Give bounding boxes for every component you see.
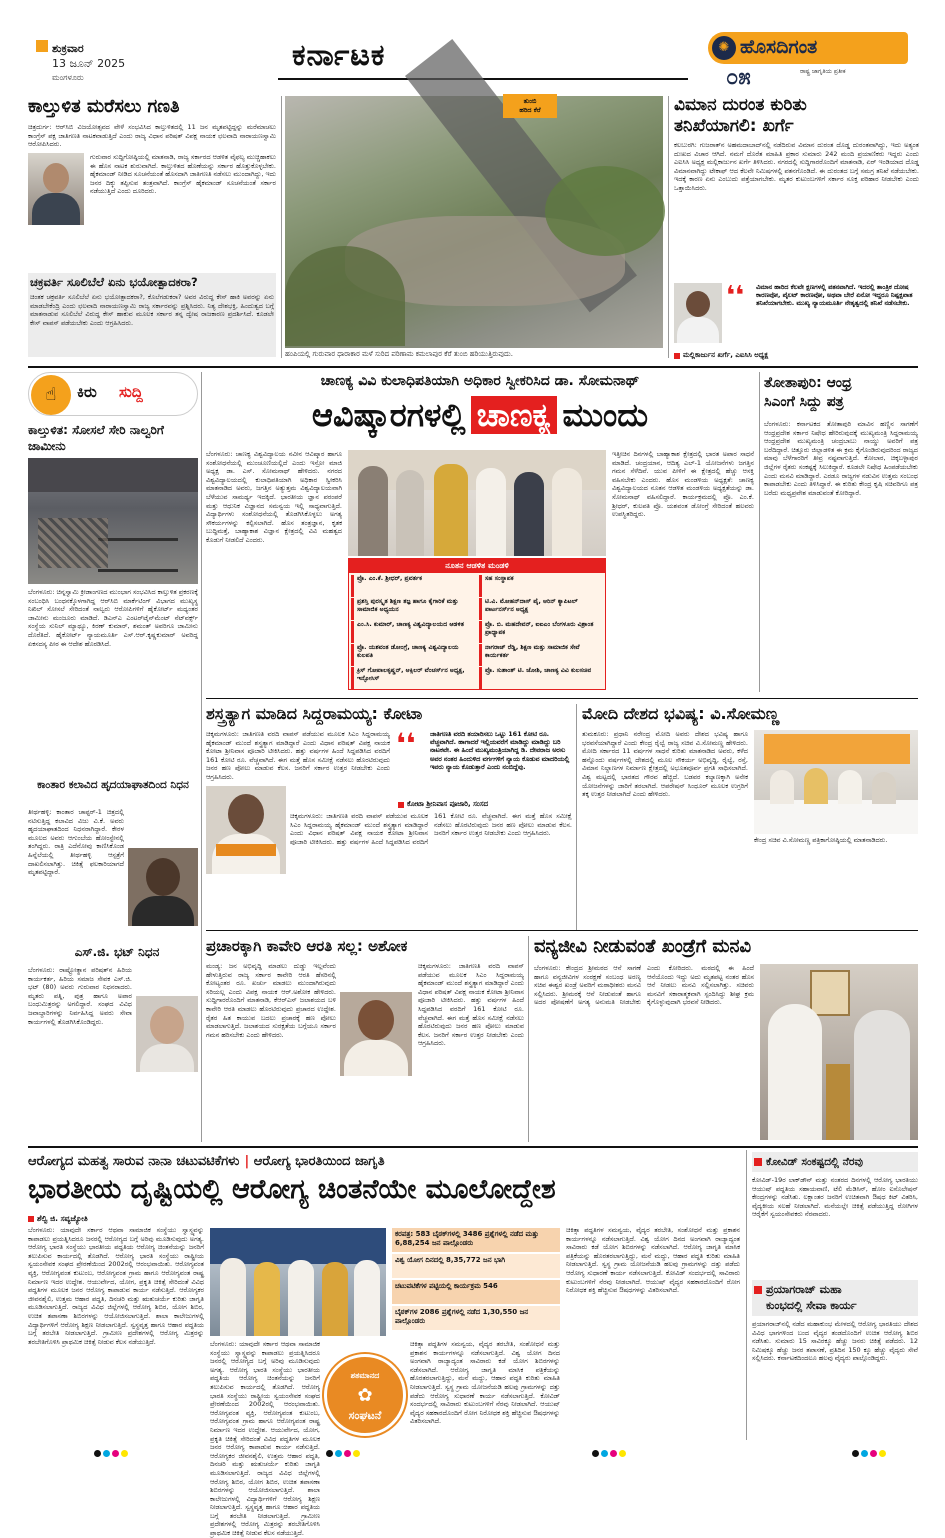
brief-headline: ಕಾಂತಾರ ಕಲಾವಿದ ಹೃದಯಾಘಾತದಿಂದ ನಿಧನ	[37, 779, 189, 791]
column-rule	[528, 936, 529, 1142]
photo-tag-line1: ತುಂಬಿ	[523, 97, 537, 105]
story-body-lead: ಚಿಕ್ಕಮಗಳೂರು: ಜಾತಿಗಣತಿ ವರದಿ ವಾಪಸ್ ಪಡೆಯುವ ಮೂಲಕ ಸಿಎಂ ಸಿದ್ದರಾಮಯ್ಯ ಹೈಕಮಾಂಡ್ ಮುಂದೆ ಶಸ್ತ್ರತ್ಯಾಗ ಮಾಡಿದ್ದಾರೆ ಎಂದು ವಿಧಾನ ಪರಿಷತ್ ವಿಪಕ್ಷ ನಾಯಕ ಕೋಟಾ ಶ್ರೀನಿವಾಸ ಪೂಜಾರಿ ಟೀಕಿಸಿದರು. ಹತ್ತು ವರ್ಷಗಳ ಹಿಂದೆ ಸಿದ್ದಪಡಿಸಿದ ವರದಿಗೆ 161 ಕೋಟಿ ರೂ. ವೆಚ್ಚವಾಗಿದೆ. ಈಗ ಮತ್ತೆ ಹೊಸ ಸಮೀಕ್ಷೆ ನಡೆಸಲು ಹೊರಟಿರುವುದು ಜನರ ಹಣ ಪೋಲು ಮಾಡುವ ಕೆಲಸ. ಜನರಿಗೆ ಸರ್ಕಾರ ಉತ್ತರ ನೀಡಬೇಕು ಎಂದು ಆಗ್ರಹಿಸಿದರು.	[206, 730, 390, 781]
subheadline: ಚಕ್ರವರ್ತಿ ಸೂಲಿಬೆಲೆ ಏನು ಭಯೋತ್ಪಾದಕರಾ?	[30, 275, 198, 289]
person	[254, 1262, 280, 1336]
story-modi-bhavishya	[582, 704, 918, 930]
board-row	[351, 598, 603, 620]
byline: ಶೆಲ್ವಿ ಜಿ. ಸವ್ಯಜ್ಯೋತಿ	[37, 1214, 88, 1223]
headline-line2: ಸಿಎಂಗೆ ಸಿದ್ದು ಪತ್ರ	[764, 394, 844, 410]
stat-item: ವಿಶ್ವ ಯೋಗ ದಿನದಲ್ಲಿ 8,35,772 ಜನ ಭಾಗಿ	[392, 1254, 560, 1278]
brass-lamp	[826, 1064, 850, 1140]
table	[754, 800, 918, 834]
reg-dot-cyan	[861, 1450, 868, 1457]
wall-portrait	[810, 970, 850, 1016]
stat-item: ಬೈಠಕ್‌ಗಳ 2086 ಪ್ರಶ್ನೆಗಳಲ್ಲಿ ನಡೆದ 1,30,550 ಜನ ಪಾಲ್ಗೊಂಡರು	[392, 1306, 560, 1330]
story-body: ಬೆಂಗಳೂರು: ಯಾವುದೇ ಸರ್ಕಾರ ಆಥವಾ ಸಾಮಾಜಿಕ ಸಂಸ್ಥೆಯು ಸ್ವಾಸ್ಥ್ಯವನ್ನು ಕಾಪಾಡಲು ಪ್ರಯತ್ನಿಸಿದರೂ ಜನರಲ್ಲಿ ಆರೋಗ್ಯದ ಬಗ್ಗೆ ಅರಿವು ಮೂಡಿಸುವುದು ಅಗತ್ಯ. ಆರೋಗ್ಯ ಭಾರತಿ ಸಂಸ್ಥೆಯು ಭಾರತೀಯ ಪದ್ಧತಿಯ ಆರೋಗ್ಯ ಚಿಂತನೆಯನ್ನು ಜನರಿಗೆ ತಲುಪಿಸುವ ಕಾರ್ಯದಲ್ಲಿ ತೊಡಗಿದೆ. ಆರೋಗ್ಯ ಭಾರತಿ ಸಂಸ್ಥೆಯು ರಾಷ್ಟ್ರೀಯ ಸ್ವಯಂಸೇವಕ ಸಂಘದ ಪ್ರೇರಣೆಯಿಂದ 2002ರಲ್ಲಿ ಆರಂಭವಾಯಿತು. ಆರೋಗ್ಯವಂತ ವ್ಯಕ್ತಿ, ಆರೋಗ್ಯವಂತ ಕುಟುಂಬ, ಆರೋಗ್ಯವಂತ ಗ್ರಾಮ ಹಾಗೂ ಆರೋಗ್ಯವಂತ ರಾಷ್ಟ್ರ ನಿರ್ಮಾಣ ಇದರ ಉದ್ದೇಶ. ಆಯುರ್ವೇದ, ಯೋಗ, ಪ್ರಕೃತಿ ಚಿಕಿತ್ಸೆ ಸೇರಿದಂತೆ ವಿವಿಧ ಪದ್ಧತಿಗಳ ಮೂಲಕ ಜನರ ಆರೋಗ್ಯ ಕಾಪಾಡುವ ಕಾರ್ಯ ನಡೆಸುತ್ತಿದೆ. ಆರೋಗ್ಯಕರ ಜೀವನಶೈಲಿ, ಉತ್ತಮ ಆಹಾರ ಪದ್ಧತಿ, ದಿನಚರಿ ಮತ್ತು ಋತುಚರ್ಯೆ ಕುರಿತು ಜಾಗೃತಿ ಮೂಡಿಸಲಾಗುತ್ತಿದೆ. ರಾಜ್ಯದ ವಿವಿಧ ಜಿಲ್ಲೆಗಳಲ್ಲಿ ಆರೋಗ್ಯ ಶಿಬಿರ, ಯೋಗ ಶಿಬಿರ, ಉಚಿತ ತಪಾಸಣಾ ಶಿಬಿರಗಳನ್ನು ಆಯೋಜಿಸಲಾಗುತ್ತಿದೆ. ಶಾಲಾ ಕಾಲೇಜುಗಳಲ್ಲಿ ವಿದ್ಯಾರ್ಥಿಗಳಿಗೆ ಆರೋಗ್ಯ ಶಿಕ್ಷಣ ನೀಡಲಾಗುತ್ತಿದೆ. ಸ್ವಸ್ಥವೃತ್ತ ಹಾಗೂ ಆಹಾರ ಪದ್ಧತಿಯ ಬಗ್ಗೆ ತರಬೇತಿ ನೀಡಲಾಗುತ್ತಿದೆ. ಗ್ರಾಮೀಣ ಪ್ರದೇಶಗಳಲ್ಲಿ ಆರೋಗ್ಯ ಮಿತ್ರರನ್ನು ತರಬೇತಿಗೊಳಿಸಿ ಪ್ರಾಥಮಿಕ ಚಿಕಿತ್ಸೆ ನೀಡುವ ಕೆಲಸ ನಡೆಯುತ್ತಿದೆ.	[28, 1226, 204, 1346]
board-member-left: ಪ್ರೊ. ಯಶವಂತ ಡೋಂಗ್ರೆ, ಚಾಣಕ್ಯ ವಿಶ್ವವಿದ್ಯಾಲಯ ಕುಲಪತಿ	[351, 644, 475, 666]
registration-marks-mid	[592, 1442, 628, 1461]
portrait-head	[150, 1006, 184, 1044]
portrait-shoulders	[132, 896, 194, 926]
quote-mark-icon: ❛❛	[726, 281, 745, 311]
person	[768, 1004, 822, 1140]
main-headline: ಭಾರತೀಯ ದೃಷ್ಟಿಯಲ್ಲಿ ಆರೋಗ್ಯ ಚಿಂತನೆಯೇ ಮೂಲೋದ್ದೇಶ	[28, 1174, 556, 1205]
sg-bhat-portrait	[136, 996, 198, 1072]
story-body: ಕೋವಿಡ್-19ರ ಲಾಕ್‌ಡೌನ್ ಮತ್ತು ನಂತರದ ದಿನಗಳಲ್ಲಿ ಆರೋಗ್ಯ ಭಾರತಿಯು ಆಯುಷ್ ಪದ್ಧತಿಯ ಸಹಾಯವಾಣಿ, ಟೆಲಿ ಮೆಡಿಸಿನ್, ಹೋಂ ಐಸೊಲೇಷನ್ ಕೇಂದ್ರಗಳನ್ನು ನಡೆಸಿತು. ಲಕ್ಷಾಂತರ ಜನರಿಗೆ ಉಚಿತವಾಗಿ ಔಷಧ ಕಿಟ್ ವಿತರಿಸಿ, ವೈದ್ಯಕೀಯ ಸಲಹೆ ನೀಡಲಾಗಿದೆ. ಮನೆಯಲ್ಲೇ ಚಿಕಿತ್ಸೆ ಪಡೆಯುತ್ತಿದ್ದ ರೋಗಿಗಳ ಆರೈಕೆಗೆ ಸ್ವಯಂಸೇವಕರು ನೆರವಾದರು.	[752, 1176, 918, 1219]
headline-part: ಮುಂದು	[562, 396, 649, 434]
board-list	[351, 575, 603, 689]
person	[396, 470, 424, 556]
stat-item: ಚಟುವಟಿಕೆಗಳ ಪಟ್ಟಿಯಲ್ಲಿ ಕಾರ್ಯಕ್ರಮ 546	[392, 1280, 560, 1304]
reg-dot-black	[852, 1450, 859, 1457]
portrait-head	[228, 794, 264, 834]
reg-dot-yellow	[879, 1450, 886, 1457]
felicitation-photo	[210, 1228, 386, 1336]
portrait-head	[146, 858, 180, 896]
column-rule	[759, 372, 760, 692]
page-section-title: ಕರ್ನಾಟಕ	[292, 38, 386, 73]
person	[358, 466, 388, 556]
headline-marker	[754, 1286, 762, 1294]
story-shastra-tyaga	[206, 704, 572, 930]
story-body: ತುಮಕೂರು: ಪ್ರಧಾನಿ ನರೇಂದ್ರ ಮೋದಿ ಅವರು ದೇಶದ ಭವಿಷ್ಯ ಹಾಗೂ ಭರವಸೆಯಾಗಿದ್ದಾರೆ ಎಂದು ಕೇಂದ್ರ ರೈಲ್ವೆ ರಾಜ್ಯ ಸಚಿವ ವಿ.ಸೋಮಣ್ಣ ಹೇಳಿದರು. ಮೋದಿ ಸರ್ಕಾರದ 11 ವರ್ಷಗಳ ಸಾಧನೆ ಕುರಿತು ಮಾತನಾಡಿದ ಅವರು, ಕಳೆದ ಹನ್ನೊಂದು ವರ್ಷಗಳಲ್ಲಿ ದೇಶದಲ್ಲಿ ಮೂಲ ಸೌಕರ್ಯ ಅಭಿವೃದ್ಧಿ, ರೈಲ್ವೆ, ರಸ್ತೆ, ವಿಮಾನ ನಿಲ್ದಾಣಗಳ ನಿರ್ಮಾಣ ಕ್ಷೇತ್ರದಲ್ಲಿ ಅಭೂತಪೂರ್ವ ಪ್ರಗತಿ ಸಾಧಿಸಲಾಗಿದೆ. ವಿಶ್ವ ಮಟ್ಟದಲ್ಲಿ ಭಾರತದ ಗೌರವ ಹೆಚ್ಚಿದೆ. ಬಡವರ ಕಲ್ಯಾಣಕ್ಕಾಗಿ ಅನೇಕ ಯೋಜನೆಗಳನ್ನು ಜಾರಿಗೆ ತರಲಾಗಿದೆ. ಆಪರೇಷನ್ ಸಿಂಧೂರ್ ಮೂಲಕ ಉಗ್ರರಿಗೆ ತಕ್ಕ ಉತ್ತರ ನೀಡಲಾಗಿದೆ ಎಂದು ಹೇಳಿದರು.	[582, 730, 748, 799]
person	[804, 768, 828, 804]
portrait-shoulders	[344, 1040, 408, 1076]
person	[838, 770, 862, 804]
photo-tag-line2: ಹರಿದ ಕೆರೆ	[519, 106, 541, 114]
person	[288, 1260, 314, 1336]
portrait-photo	[28, 153, 84, 225]
artist-portrait	[128, 848, 198, 926]
hand-icon: ☝	[31, 375, 71, 415]
brief-headline: ಕಾಲ್ತುಳಿತ: ಸೋಸಲೆ ಸೇರಿ ನಾಲ್ವರಿಗೆ ಜಾಮೀನು	[28, 423, 164, 453]
reg-dot-magenta	[344, 1450, 351, 1457]
portrait-shoulders	[140, 1044, 194, 1072]
person	[476, 468, 506, 556]
headline-line2: ತನಿಖೆಯಾಗಲಿ: ಖರ್ಗೆ	[674, 116, 794, 136]
story-body: ಬೆಂಗಳೂರು: ಕರ್ನಾಟಕದ ತೋತಾಪುರಿ ಮಾವಿನ ಹಣ್ಣಿನ ಸಾಗಣೆಗೆ ಆಂಧ್ರಪ್ರದೇಶ ಸರ್ಕಾರ ನಿಷೇಧ ಹೇರಿರುವುದಕ್ಕೆ ಮುಖ್ಯಮಂತ್ರಿ ಸಿದ್ದರಾಮಯ್ಯ ಆಂಧ್ರಪ್ರದೇಶ ಮುಖ್ಯಮಂತ್ರಿ ಚಂದ್ರಬಾಬು ನಾಯ್ಡು ಅವರಿಗೆ ಪತ್ರ ಬರೆದಿದ್ದಾರೆ. ಚಿತ್ತೂರು ಜಿಲ್ಲಾಡಳಿತ ಈ ಕ್ರಮ ಕೈಗೊಂಡಿರುವುದರಿಂದ ರಾಜ್ಯದ ಮಾವು ಬೆಳೆಗಾರರಿಗೆ ತೀವ್ರ ನಷ್ಟವಾಗುತ್ತಿದೆ. ಕೋಲಾರ, ಚಿಕ್ಕಬಳ್ಳಾಪುರ ಜಿಲ್ಲೆಗಳ ರೈತರು ಸಂಕಷ್ಟಕ್ಕೆ ಸಿಲುಕಿದ್ದಾರೆ. ಕೂಡಲೇ ನಿಷೇಧ ಹಿಂಪಡೆಯಬೇಕು ಎಂದು ಮನವಿ ಮಾಡಿದ್ದಾರೆ. ಎರಡೂ ರಾಜ್ಯಗಳ ನಡುವಿನ ಉತ್ತಮ ಸಂಬಂಧ ಕಾಪಾಡಬೇಕು ಎಂದು ತಿಳಿಸಿದ್ದಾರೆ. ಈ ಕುರಿತು ಕೇಂದ್ರ ಕೃಷಿ ಸಚಿವರಿಗೂ ಪತ್ರ ಬರೆದು ಮಧ್ಯಪ್ರವೇಶ ಮಾಡುವಂತೆ ಕೋರಿದ್ದಾರೆ.	[764, 420, 918, 497]
headline-line1: ವಿಮಾನ ದುರಂತ ಕುರಿತು	[674, 95, 807, 115]
reg-dot-yellow	[619, 1450, 626, 1457]
headline: ವನ್ಯಜೀವಿ ನೀಡುವಂತೆ ಖಂಡ್ರೆಗೆ ಮನವಿ	[534, 936, 752, 957]
board-box	[348, 558, 606, 690]
quote-mark-icon: ❛❛	[396, 727, 416, 760]
board-row	[351, 575, 603, 597]
quote-attribution: ಮಲ್ಲಿಕಾರ್ಜುನ ಖರ್ಗೆ, ಎಐಸಿಸಿ ಅಧ್ಯಕ್ಷ	[683, 351, 769, 359]
stats-box	[392, 1228, 560, 1336]
kiru-suddi-header	[28, 372, 198, 416]
story-body: ಪ್ರಯಾಗರಾಜ್‌ನಲ್ಲಿ ನಡೆದ ಮಹಾಕುಂಭ ಮೇಳದಲ್ಲಿ ಆರೋಗ್ಯ ಭಾರತಿಯು ದೇಶದ ವಿವಿಧ ಭಾಗಗಳಿಂದ ಬಂದ ವೈದ್ಯರ ತಂಡದೊಂದಿಗೆ ಉಚಿತ ಆರೋಗ್ಯ ಶಿಬಿರ ನಡೆಸಿತು. ಸುಮಾರು 15 ಸಾವಿರಕ್ಕೂ ಹೆಚ್ಚು ಜನರು ಚಿಕಿತ್ಸೆ ಪಡೆದರು. 12 ನಿಮಿಷಕ್ಕೂ ಹೆಚ್ಚು ಜನರ ತಪಾಸಣೆ, ಪ್ರತಿದಿನ 150 ಕ್ಕೂ ಹೆಚ್ಚು ವೈದ್ಯರು ಸೇವೆ ಸಲ್ಲಿಸಿದರು. ಕರ್ನಾಟಕದಿಂದಲೂ ಹಲವು ವೈದ್ಯರು ಪಾಲ್ಗೊಂಡಿದ್ದರು.	[752, 1320, 918, 1363]
brief-body: ತೀರ್ಥಹಳ್ಳಿ: ಕಾಂತಾರ ಚಾಪ್ಟರ್-1 ಚಿತ್ರದಲ್ಲಿ ನಟಿಸುತ್ತಿದ್ದ ಕಲಾವಿದ ವಿಜು ವಿ.ಕೆ. ಅವರು ಹೃದಯಾಘಾತದಿಂದ ನಿಧನರಾಗಿದ್ದಾರೆ. ಕೇರಳ ಮೂಲದ ಅವರು ಆಗುಂಬೆಯ ಹೋಂಸ್ಟೇನಲ್ಲಿ ತಂಗಿದ್ದರು. ರಾತ್ರಿ ಎದೆನೋವು ಕಾಣಿಸಿಕೊಂಡ ಹಿನ್ನೆಲೆಯಲ್ಲಿ ತೀರ್ಥಹಳ್ಳಿ ಆಸ್ಪತ್ರೆಗೆ ದಾಖಲಿಸಲಾಗಿತ್ತು. ಚಿಕಿತ್ಸೆ ಫಲಕಾರಿಯಾಗದೆ ಮೃತಪಟ್ಟಿದ್ದಾರೆ.	[28, 808, 124, 877]
story-vimana-duranta	[674, 95, 919, 363]
registration-marks-center	[326, 1442, 362, 1461]
headline-line1: ತೋತಾಪುರಿ: ಆಂಧ್ರ	[764, 375, 852, 391]
portrait-head	[686, 291, 710, 317]
suddi-label: ಸುದ್ದಿ	[119, 383, 143, 401]
story-arogya-bharati	[28, 1150, 740, 1538]
story-body: ಕಲಬುರಗಿ: ಗುಜರಾತ್‌ನ ಅಹಮದಾಬಾದ್‌ನಲ್ಲಿ ನಡೆದಿರುವ ವಿಮಾನ ದುರಂತ ದೊಡ್ಡ ದುರಂತವಾಗಿದ್ದು, ಇದು ಅತ್ಯಂತ ದುಃಖದ ವಿಚಾರ ಆಗಿದೆ. ನಮಗೆ ದೊರೆತ ಮಾಹಿತಿ ಪ್ರಕಾರ ಸುಮಾರು 242 ಮಂದಿ ಪ್ರಯಾಣಿಕರು ಇದ್ದರು ಎಂದು ಎಐಸಿಸಿ ಅಧ್ಯಕ್ಷ ಮಲ್ಲಿಕಾರ್ಜುನ ಖರ್ಗೆ ತಿಳಿಸಿದರು. ನಗರದಲ್ಲಿ ಸುದ್ದಿಗಾರರೊಂದಿಗೆ ಮಾತನಾಡಿ, ಏರ್ ಇಂಡಿಯಾದ ದೊಡ್ಡ ವಿಮಾನವಾಗಿದ್ದು ಟೇಕಾಫ್ ಆದ ಕೆಲವೇ ನಿಮಿಷಗಳಲ್ಲಿ ಪತನಗೊಂಡಿದೆ. ಈ ದುರಂತದ ಬಗ್ಗೆ ಸಮಗ್ರ ತನಿಖೆ ನಡೆಯಬೇಕು. ಇದಕ್ಕೆ ಕಾರಣ ಏನು ಎಂಬುದು ಪತ್ತೆಯಾಗಬೇಕು. ಮೃತರ ಕುಟುಂಬಗಳಿಗೆ ಸರ್ಕಾರ ಸೂಕ್ತ ಪರಿಹಾರ ನೀಡಬೇಕು ಎಂದು ಒತ್ತಾಯಿಸಿದರು.	[674, 141, 919, 192]
section-rule	[28, 1146, 918, 1148]
attribution-marker	[398, 802, 404, 808]
portrait-head	[358, 1000, 394, 1040]
column-rule	[281, 96, 282, 358]
emblem-bottom-text: ಸಂಘಟನೆ	[348, 1409, 382, 1422]
section-rule	[206, 930, 918, 931]
vegetation-left	[285, 246, 405, 346]
brand-logo-icon: ✺	[712, 36, 736, 60]
person	[770, 770, 794, 804]
photo-caption: ಕೇಂದ್ರ ಸಚಿವ ವಿ.ಸೋಮಣ್ಣ ಪತ್ರಿಕಾಗೋಷ್ಠಿಯಲ್ಲಿ ಮಾತನಾಡಿದರು.	[754, 836, 888, 844]
person	[514, 472, 544, 556]
reg-dot-cyan	[103, 1450, 110, 1457]
reg-dot-magenta	[610, 1450, 617, 1457]
story-vanyajeevi	[534, 936, 918, 1142]
person	[220, 1258, 246, 1336]
portrait-shoulders	[32, 193, 80, 225]
portrait-head	[43, 163, 69, 193]
registration-marks-right	[852, 1442, 888, 1461]
headline: ಕಾಲ್ತುಳಿತ ಮರೆಸಲು ಗಣತಿ	[28, 96, 180, 117]
story-body: ಚಿಕಿತ್ಸಾ ಪದ್ಧತಿಗಳ ಸಮನ್ವಯ, ವೈದ್ಯರ ತರಬೇತಿ, ಸಂಶೋಧನೆ ಮತ್ತು ಪ್ರಕಾಶನ ಕಾರ್ಯಗಳನ್ನೂ ನಡೆಸಲಾಗುತ್ತಿದೆ. ವಿಶ್ವ ಯೋಗ ದಿನದ ಅಂಗವಾಗಿ ರಾಜ್ಯಾದ್ಯಂತ ಸಾವಿರಾರು ಕಡೆ ಯೋಗ ಶಿಬಿರಗಳನ್ನು ನಡೆಸಲಾಗಿದೆ. ಆರೋಗ್ಯ ಜಾಗೃತಿ ಮಾಸಿಕ ಪತ್ರಿಕೆಯನ್ನು ಹೊರತರಲಾಗುತ್ತಿದ್ದು, ಮನೆ ಮದ್ದು, ಆಹಾರ ಪದ್ಧತಿ ಕುರಿತು ಮಾಹಿತಿ ನೀಡಲಾಗುತ್ತಿದೆ. ಸ್ವಸ್ಥ ಗ್ರಾಮ ಯೋಜನೆಯಡಿ ಹಲವು ಗ್ರಾಮಗಳನ್ನು ದತ್ತು ಪಡೆದು ಆರೋಗ್ಯ ಸುಧಾರಣೆ ಕಾರ್ಯ ನಡೆಸಲಾಗುತ್ತಿದೆ. ಕೋವಿಡ್ ಸಂದರ್ಭದಲ್ಲಿ ಸಾವಿರಾರು ಕುಟುಂಬಗಳಿಗೆ ನೆರವು ನೀಡಲಾಗಿದೆ. ಆಯುಷ್ ವೈದ್ಯರ ಸಹಕಾರದೊಂದಿಗೆ ರೋಗ ನಿರೋಧಕ ಶಕ್ತಿ ಹೆಚ್ಚಿಸುವ ಔಷಧಗಳನ್ನು ವಿತರಿಸಲಾಗಿದೆ.	[566, 1226, 740, 1295]
reg-dot-cyan	[335, 1450, 342, 1457]
board-member-left: ಎಂ.ಸಿ. ಕುಮಾರ್, ಚಾಣಕ್ಯ ವಿಶ್ವವಿದ್ಯಾಲಯದ ಆಡಳಿತ	[351, 621, 475, 643]
reg-dot-magenta	[870, 1450, 877, 1457]
stat-item: ಕರಪತ್ರ: 583 ಬೈಠಕ್‌ಗಳಲ್ಲಿ 3486 ಪ್ರಶ್ನೆಗಳಲ್ಲಿ ನಡೆದ ಮತ್ತು 6,88,254 ಜನ ಪಾಲ್ಗೊಂಡರು	[392, 1228, 560, 1252]
headline-line1: ಪ್ರಯಾಗರಾಜ್ ಮಹಾ	[766, 1283, 842, 1296]
subhead-box	[28, 273, 276, 357]
reg-dot-magenta	[112, 1450, 119, 1457]
board-member-right: ಪ್ರೊ. ಬಿ. ಮಹದೇವನ್, ಐಐಎಂ ಬೆಂಗಳೂರು ವಿಶ್ರಾಂತ ಪ್ರಾಧ್ಯಾಪಕ	[479, 621, 603, 643]
brand-tagline: ರಾಷ್ಟ್ರ ಜಾಗೃತಿಯ ಪ್ರತೀಕ	[800, 68, 846, 75]
brief-body: ಬೆಂಗಳೂರು: ರಾಷ್ಟ್ರೋತ್ಥಾನ ಪರಿಷತ್‌ನ ಹಿರಿಯ ಕಾರ್ಯಕರ್ತ, ಹಿರಿಯ ಸಮಾಜ ಸೇವಕ ಎಸ್.ಜಿ. ಭಟ್ (80) ಅವರು ಗುರುವಾರ ನಿಧನರಾದರು. ಮೃತರು ಪತ್ನಿ, ಪುತ್ರ ಹಾಗೂ ಅಪಾರ ಬಂಧುಮಿತ್ರರನ್ನು ಅಗಲಿದ್ದಾರೆ. ಸಂಘದ ವಿವಿಧ ಜವಾಬ್ದಾರಿಗಳನ್ನು ನಿರ್ವಹಿಸಿದ್ದ ಅವರು ಸೇವಾ ಕಾರ್ಯಗಳಲ್ಲಿ ತೊಡಗಿಸಿಕೊಂಡಿದ್ದರು.	[28, 966, 132, 1026]
board-row	[351, 644, 603, 666]
story-body: ಮಂಡ್ಯ: ಜನ ಅಭಿವೃದ್ಧಿ ಮಾಡಲು ದುಡ್ಡು ಇಲ್ಲವೆಂದು ಹೇಳುತ್ತಿರುವ ರಾಜ್ಯ ಸರ್ಕಾರ ಕಾವೇರಿ ಆರತಿ ಹೆಸರಿನಲ್ಲಿ ಕೋಟ್ಯಂತರ ರೂ. ಖರ್ಚು ಮಾಡಲು ಮುಂದಾಗಿರುವುದು ಸರಿಯಲ್ಲ ಎಂದು ವಿಪಕ್ಷ ನಾಯಕ ಆರ್.ಅಶೋಕ ಹೇಳಿದರು. ಸುದ್ದಿಗಾರರೊಂದಿಗೆ ಮಾತನಾಡಿ, ಕೆಆರ್‌ಎಸ್ ಜಲಾಶಯದ ಬಳಿ ಕಾವೇರಿ ಆರತಿ ಮಾಡಲು ಹೊರಟಿರುವುದು ಪ್ರಚಾರದ ಉದ್ದೇಶ. ರೈತರ ಹಿತ ಕಾಯುವ ಬದಲು ಪ್ರಚಾರಕ್ಕೆ ಹಣ ಪೋಲು ಮಾಡಲಾಗುತ್ತಿದೆ. ಜಲಾಶಯದ ಸುರಕ್ಷತೆಯ ಬಗ್ಗೆಯೂ ಸರ್ಕಾರ ಗಮನ ಹರಿಸಬೇಕು ಎಂದು ಹೇಳಿದರು.	[206, 962, 336, 1039]
board-title: ನೂತನ ಆಡಳಿತ ಮಂಡಳಿ	[349, 559, 605, 573]
headline: ಶಸ್ತ್ರತ್ಯಾಗ ಮಾಡಿದ ಸಿದ್ದರಾಮಯ್ಯ: ಕೋಟಾ	[206, 704, 423, 723]
story-body: ಗುರುವಾರ ಸುದ್ದಿಗೋಷ್ಠಿಯಲ್ಲಿ ಮಾತನಾಡಿ, ರಾಜ್ಯ ಸರ್ಕಾರದ ಆಡಳಿತ ವೈಫಲ್ಯ ಮುಚ್ಚಿಹಾಕಲು ಈ ಹೊಸ ನಾಟಕ ಶುರುವಾಗಿದೆ. ಕಾಲ್ತುಳಿತದ ಹೊಣೆಯನ್ನು ಸರ್ಕಾರ ಹೊತ್ತುಕೊಳ್ಳಬೇಕು. ಹೈಕಮಾಂಡ್ ನೀಡಿದ ಸೂಚನೆಯಂತೆ ಹೊಸದಾಗಿ ಜಾತಿಗಣತಿ ನಡೆಸಲು ಮುಂದಾಗಿದ್ದು, ಇದು ಜನರ ದಿಕ್ಕು ತಪ್ಪಿಸುವ ತಂತ್ರವಾಗಿದೆ. ಕಾಂಗ್ರೆಸ್ ಹೈಕಮಾಂಡ್ ಸೂಚನೆಯಂತೆ ಸರ್ಕಾರ ನಡೆಯುತ್ತಿದೆ ಎಂದು ದೂರಿದರು.	[90, 153, 276, 196]
reg-dot-yellow	[353, 1450, 360, 1457]
main-headline	[206, 396, 754, 440]
kicker: ಚಾಣಕ್ಯ ವಿವಿ ಕುಲಾಧಿಪತಿಯಾಗಿ ಅಧಿಕಾರ ಸ್ವೀಕರಿಸಿದ ಡಾ. ಸೋಮನಾಥ್	[320, 373, 640, 389]
attribution-marker	[674, 353, 680, 359]
headline-highlight: ಚಾಣಕ್ಯ	[471, 396, 558, 434]
scattered-footwear	[38, 518, 108, 568]
emblem-icon: ✿	[357, 1385, 373, 1406]
person	[354, 1260, 380, 1336]
story-cauvery-aarati	[206, 936, 524, 1142]
board-member-right: ಟಿ.ವಿ. ಮೋಹನ್‌ದಾಸ್ ಪೈ, ಆರಿನ್ ಕ್ಯಾಪಿಟಲ್ ಪಾರ್ಟನರ್ಸ್‌ನ ಅಧ್ಯಕ್ಷ	[479, 598, 603, 620]
reg-dot-black	[592, 1450, 599, 1457]
ashoka-portrait	[340, 992, 412, 1076]
minister-meeting-photo	[760, 964, 918, 1140]
headline-part: ಆವಿಷ್ಕಾರಗಳಲ್ಲಿ	[311, 396, 466, 434]
story-body: ಚಿಕ್ಕಮಗಳೂರು: ಜಾತಿಗಣತಿ ವರದಿ ವಾಪಸ್ ಪಡೆಯುವ ಮೂಲಕ ಸಿಎಂ ಸಿದ್ದರಾಮಯ್ಯ ಹೈಕಮಾಂಡ್ ಮುಂದೆ ಶಸ್ತ್ರತ್ಯಾಗ ಮಾಡಿದ್ದಾರೆ ಎಂದು ವಿಧಾನ ಪರಿಷತ್ ವಿಪಕ್ಷ ನಾಯಕ ಕೋಟಾ ಶ್ರೀನಿವಾಸ ಪೂಜಾರಿ ಟೀಕಿಸಿದರು. ಹತ್ತು ವರ್ಷಗಳ ಹಿಂದೆ ಸಿದ್ದಪಡಿಸಿದ ವರದಿಗೆ 161 ಕೋಟಿ ರೂ. ವೆಚ್ಚವಾಗಿದೆ. ಈಗ ಮತ್ತೆ ಹೊಸ ಸಮೀಕ್ಷೆ ನಡೆಸಲು ಹೊರಟಿರುವುದು ಜನರ ಹಣ ಪೋಲು ಮಾಡುವ ಕೆಲಸ. ಜನರಿಗೆ ಸರ್ಕಾರ ಉತ್ತರ ನೀಡಬೇಕು ಎಂದು ಆಗ್ರಹಿಸಿದರು.	[290, 812, 572, 846]
story-body: ಚಿಕ್ಕಮಗಳೂರು: ಜಾತಿಗಣತಿ ವರದಿ ವಾಪಸ್ ಪಡೆಯುವ ಮೂಲಕ ಸಿಎಂ ಸಿದ್ದರಾಮಯ್ಯ ಹೈಕಮಾಂಡ್ ಮುಂದೆ ಶಸ್ತ್ರತ್ಯಾಗ ಮಾಡಿದ್ದಾರೆ ಎಂದು ವಿಧಾನ ಪರಿಷತ್ ವಿಪಕ್ಷ ನಾಯಕ ಕೋಟಾ ಶ್ರೀನಿವಾಸ ಪೂಜಾರಿ ಟೀಕಿಸಿದರು. ಹತ್ತು ವರ್ಷಗಳ ಹಿಂದೆ ಸಿದ್ದಪಡಿಸಿದ ವರದಿಗೆ 161 ಕೋಟಿ ರೂ. ವೆಚ್ಚವಾಗಿದೆ. ಈಗ ಮತ್ತೆ ಹೊಸ ಸಮೀಕ್ಷೆ ನಡೆಸಲು ಹೊರಟಿರುವುದು ಜನರ ಹಣ ಪೋಲು ಮಾಡುವ ಕೆಲಸ. ಜನರಿಗೆ ಸರ್ಕಾರ ಉತ್ತರ ನೀಡಬೇಕು ಎಂದು ಆಗ್ರಹಿಸಿದರು.	[418, 962, 524, 1048]
person	[322, 1262, 348, 1336]
story-body: ಚಿಕಿತ್ಸಾ ಪದ್ಧತಿಗಳ ಸಮನ್ವಯ, ವೈದ್ಯರ ತರಬೇತಿ, ಸಂಶೋಧನೆ ಮತ್ತು ಪ್ರಕಾಶನ ಕಾರ್ಯಗಳನ್ನೂ ನಡೆಸಲಾಗುತ್ತಿದೆ. ವಿಶ್ವ ಯೋಗ ದಿನದ ಅಂಗವಾಗಿ ರಾಜ್ಯಾದ್ಯಂತ ಸಾವಿರಾರು ಕಡೆ ಯೋಗ ಶಿಬಿರಗಳನ್ನು ನಡೆಸಲಾಗಿದೆ. ಆರೋಗ್ಯ ಜಾಗೃತಿ ಮಾಸಿಕ ಪತ್ರಿಕೆಯನ್ನು ಹೊರತರಲಾಗುತ್ತಿದ್ದು, ಮನೆ ಮದ್ದು, ಆಹಾರ ಪದ್ಧತಿ ಕುರಿತು ಮಾಹಿತಿ ನೀಡಲಾಗುತ್ತಿದೆ. ಸ್ವಸ್ಥ ಗ್ರಾಮ ಯೋಜನೆಯಡಿ ಹಲವು ಗ್ರಾಮಗಳನ್ನು ದತ್ತು ಪಡೆದು ಆರೋಗ್ಯ ಸುಧಾರಣೆ ಕಾರ್ಯ ನಡೆಸಲಾಗುತ್ತಿದೆ. ಕೋವಿಡ್ ಸಂದರ್ಭದಲ್ಲಿ ಸಾವಿರಾರು ಕುಟುಂಬಗಳಿಗೆ ನೆರವು ನೀಡಲಾಗಿದೆ. ಆಯುಷ್ ವೈದ್ಯರ ಸಹಕಾರದೊಂದಿಗೆ ರೋಗ ನಿರೋಧಕ ಶಕ್ತಿ ಹೆಚ್ಚಿಸುವ ಔಷಧಗಳನ್ನು ವಿತರಿಸಲಾಗಿದೆ.	[410, 1340, 560, 1426]
pull-quote: ಜಾತಿಗಣತಿ ವರದಿ ತಯಾರಿಸಲು ಒಟ್ಟು 161 ಕೋಟಿ ರೂ. ವೆಚ್ಚವಾಗಿದೆ. ಹಾಗಾದರೆ ಇಲ್ಲಿಯವರೆಗೆ ಮಾಡಿದ್ದು ಮಾಡಿದ್ದು ಬರಿ ನಾಟಕವೇ. ಈ ಹಿಂದೆ ಮುಖ್ಯಮಂತ್ರಿಯಾಗಿದ್ದ ಡಿ. ದೇವರಾಜ ಅರಸು ಅವರ ನಂತರ ಹಿಂದುಳಿದ ವರ್ಗಗಳಿಗೆ ನ್ಯಾಯ ಕೊಡುವ ಮಾದರಿಯಲ್ಲಿ ಇವರು ನ್ಯಾಯ ಕೊಡುತ್ತಾರೆ ಎಂದು ನಂಬಿದ್ದೆವು.	[430, 730, 570, 771]
headline-bar	[752, 1152, 918, 1172]
brief-headline: ಎಸ್.ಜಿ. ಭಟ್ ನಿಧನ	[74, 945, 160, 959]
emblem-top-text: ಶತಮಾನದ	[350, 1371, 380, 1380]
board-member-right: ನಾಗರಾಜ್ ರೆಡ್ಡಿ, ಶಿಕ್ಷಣ ಮತ್ತು ಸಾಮಾಜಿಕ ಸೇವೆ ಕಾರ್ಯಕರ್ತ	[479, 644, 603, 666]
kicker-a: ಆರೋಗ್ಯದ ಮಹತ್ವ ಸಾರುವ ನಾನಾ ಚಟುವಟಿಕೆಗಳು	[28, 1154, 240, 1169]
headline: ಪ್ರಚಾರಕ್ಕಾಗಿ ಕಾವೇರಿ ಆರತಿ ಸಲ್ಲ: ಅಶೋಕ	[206, 937, 408, 955]
story-chanakya	[206, 372, 754, 692]
story-body: ಬೆಂಗಳೂರು: ಯಾವುದೇ ಸರ್ಕಾರ ಆಥವಾ ಸಾಮಾಜಿಕ ಸಂಸ್ಥೆಯು ಸ್ವಾಸ್ಥ್ಯವನ್ನು ಕಾಪಾಡಲು ಪ್ರಯತ್ನಿಸಿದರೂ ಜನರಲ್ಲಿ ಆರೋಗ್ಯದ ಬಗ್ಗೆ ಅರಿವು ಮೂಡಿಸುವುದು ಅಗತ್ಯ. ಆರೋಗ್ಯ ಭಾರತಿ ಸಂಸ್ಥೆಯು ಭಾರತೀಯ ಪದ್ಧತಿಯ ಆರೋಗ್ಯ ಚಿಂತನೆಯನ್ನು ಜನರಿಗೆ ತಲುಪಿಸುವ ಕಾರ್ಯದಲ್ಲಿ ತೊಡಗಿದೆ. ಆರೋಗ್ಯ ಭಾರತಿ ಸಂಸ್ಥೆಯು ರಾಷ್ಟ್ರೀಯ ಸ್ವಯಂಸೇವಕ ಸಂಘದ ಪ್ರೇರಣೆಯಿಂದ 2002ರಲ್ಲಿ ಆರಂಭವಾಯಿತು. ಆರೋಗ್ಯವಂತ ವ್ಯಕ್ತಿ, ಆರೋಗ್ಯವಂತ ಕುಟುಂಬ, ಆರೋಗ್ಯವಂತ ಗ್ರಾಮ ಹಾಗೂ ಆರೋಗ್ಯವಂತ ರಾಷ್ಟ್ರ ನಿರ್ಮಾಣ ಇದರ ಉದ್ದೇಶ. ಆಯುರ್ವೇದ, ಯೋಗ, ಪ್ರಕೃತಿ ಚಿಕಿತ್ಸೆ ಸೇರಿದಂತೆ ವಿವಿಧ ಪದ್ಧತಿಗಳ ಮೂಲಕ ಜನರ ಆರೋಗ್ಯ ಕಾಪಾಡುವ ಕಾರ್ಯ ನಡೆಸುತ್ತಿದೆ. ಆರೋಗ್ಯಕರ ಜೀವನಶೈಲಿ, ಉತ್ತಮ ಆಹಾರ ಪದ್ಧತಿ, ದಿನಚರಿ ಮತ್ತು ಋತುಚರ್ಯೆ ಕುರಿತು ಜಾಗೃತಿ ಮೂಡಿಸಲಾಗುತ್ತಿದೆ. ರಾಜ್ಯದ ವಿವಿಧ ಜಿಲ್ಲೆಗಳಲ್ಲಿ ಆರೋಗ್ಯ ಶಿಬಿರ, ಯೋಗ ಶಿಬಿರ, ಉಚಿತ ತಪಾಸಣಾ ಶಿಬಿರಗಳನ್ನು ಆಯೋಜಿಸಲಾಗುತ್ತಿದೆ. ಶಾಲಾ ಕಾಲೇಜುಗಳಲ್ಲಿ ವಿದ್ಯಾರ್ಥಿಗಳಿಗೆ ಆರೋಗ್ಯ ಶಿಕ್ಷಣ ನೀಡಲಾಗುತ್ತಿದೆ. ಸ್ವಸ್ಥವೃತ್ತ ಹಾಗೂ ಆಹಾರ ಪದ್ಧತಿಯ ಬಗ್ಗೆ ತರಬೇತಿ ನೀಡಲಾಗುತ್ತಿದೆ. ಗ್ರಾಮೀಣ ಪ್ರದೇಶಗಳಲ್ಲಿ ಆರೋಗ್ಯ ಮಿತ್ರರನ್ನು ತರಬೇತಿಗೊಳಿಸಿ ಪ್ರಾಥಮಿಕ ಚಿಕಿತ್ಸೆ ನೀಡುವ ಕೆಲಸ ನಡೆಯುತ್ತಿದೆ.	[210, 1340, 320, 1538]
reg-dot-yellow	[121, 1450, 128, 1457]
kicker-row	[28, 1150, 740, 1170]
story-body: ಇತ್ತೀಚಿನ ದಿನಗಳಲ್ಲಿ ಬಾಹ್ಯಾಕಾಶ ಕ್ಷೇತ್ರದಲ್ಲಿ ಭಾರತ ಅಪಾರ ಸಾಧನೆ ಮಾಡಿದೆ. ಚಂದ್ರಯಾನ, ಆದಿತ್ಯ ಎಲ್-1 ಯೋಜನೆಗಳು ಜಗತ್ತಿನ ಗಮನ ಸೆಳೆದಿವೆ. ಯುವ ಪೀಳಿಗೆ ಈ ಕ್ಷೇತ್ರದಲ್ಲಿ ಹೆಚ್ಚು ಆಸಕ್ತಿ ವಹಿಸಬೇಕು ಎಂದರು. ಹೊಸ ಮಂಡಳಿಯ ಅಧ್ಯಕ್ಷತೆ: ಚಾಣಕ್ಯ ವಿಶ್ವವಿದ್ಯಾಲಯದ ನೂತನ ಆಡಳಿತ ಮಂಡಳಿಯ ಅಧ್ಯಕ್ಷತೆಯನ್ನು ಡಾ. ಸೋಮನಾಥ್ ವಹಿಸಲಿದ್ದಾರೆ. ಕಾರ್ಯಕ್ರಮದಲ್ಲಿ ಪ್ರೊ. ಎಂ.ಕೆ. ಶ್ರೀಧರ್, ಕುಲಪತಿ ಪ್ರೊ. ಯಶವಂತ ಡೋಂಗ್ರೆ ಸೇರಿದಂತೆ ಹಲವರು ಉಪಸ್ಥಿತರಿದ್ದರು.	[612, 450, 754, 519]
lake-overflow-photo	[285, 96, 663, 348]
headline-marker	[754, 1158, 762, 1166]
board-row	[351, 667, 603, 689]
story-body-lead: ಚಿತ್ರದುರ್ಗ: ಆರ್‌ಸಿಬಿ ವಿಜಯೋತ್ಸವದ ವೇಳೆ ಸಂಭವಿಸಿದ ಕಾಲ್ತುಳಿತದಲ್ಲಿ 11 ಜನ ಮೃತಪಟ್ಟಿದ್ದನ್ನು ಮರೆಮಾಚಲು ಕಾಂಗ್ರೆಸ್ ಪಕ್ಷ ಜಾತಿಗಣತಿ ನಾಟಕವಾಡುತ್ತಿದೆ ಎಂದು ರಾಜ್ಯ ವಿಧಾನ ಪರಿಷತ್ ವಿಪಕ್ಷ ನಾಯಕ ಛಲವಾದಿ ನಾರಾಯಣಸ್ವಾಮಿ ಆರೋಪಿಸಿದರು.	[28, 123, 276, 149]
byline-marker	[28, 1216, 34, 1222]
column-rule	[668, 96, 669, 358]
orange-corner-mark	[36, 40, 48, 52]
press-meet-photo	[754, 730, 918, 834]
photo-caption: ಹಂಪಿಯಲ್ಲಿ ಗುರುವಾರ ಧಾರಾಕಾರ ಮಳೆ ಸುರಿದ ಪರಿಣಾಮ ಕಮಲಾಪುರ ಕೆರೆ ತುಂಬಿ ಹರಿಯುತ್ತಿರುವುದು.	[285, 350, 513, 358]
page-number: ೦೫	[726, 65, 751, 90]
board-member-right: ಸಹ ಸಂಸ್ಥಾಪಕ	[479, 575, 603, 597]
ceremony-photo	[348, 450, 606, 556]
section-rule	[206, 698, 918, 699]
board-member-right: ಪ್ರೊ. ಸುಶಾಂತ್ ಟಿ. ಜೋಶಿ, ಚಾಣಕ್ಯ ವಿವಿ ಕುಲಸಚಿವ	[479, 667, 603, 689]
column-rule	[576, 704, 577, 930]
issue-edition: ಮಂಗಳೂರು	[52, 73, 84, 82]
brand-name: ಹೊಸದಿಗಂತ	[740, 36, 818, 58]
fallen-gate	[98, 538, 178, 572]
reg-dot-black	[326, 1450, 333, 1457]
brief-body: ಬೆಂಗಳೂರು: ಚಿನ್ನಸ್ವಾಮಿ ಕ್ರೀಡಾಂಗಣದ ಮುಂಭಾಗ ಸಂಭವಿಸಿದ ಕಾಲ್ತುಳಿತ ಪ್ರಕರಣಕ್ಕೆ ಸಂಬಂಧಿಸಿ ಬಂಧನಕ್ಕೊಳಗಾಗಿದ್ದ ಆರ್‌ಸಿಬಿ ಮಾರ್ಕೆಟಿಂಗ್ ವಿಭಾಗದ ಮುಖ್ಯಸ್ಥ ನಿಖಿಲ್ ಸೋಸಲೆ ಸೇರಿದಂತೆ ನಾಲ್ವರು ಆರೋಪಿಗಳಿಗೆ ಹೈಕೋರ್ಟ್ ಮಧ್ಯಂತರ ಜಾಮೀನು ಮಂಜೂರು ಮಾಡಿದೆ. ಡಿಎನ್‌ಎ ಎಂಟರ್‌ಟೈನ್‌ಮೆಂಟ್ ನೆಟ್‌ವರ್ಕ್ಸ್ ಸಂಸ್ಥೆಯ ಸುನಿಲ್ ಮ್ಯಾಥ್ಯೂ, ಕಿರಣ್ ಕುಮಾರ್, ಶಮಂತ್ ಅವರಿಗೂ ಜಾಮೀನು ದೊರೆತಿದೆ. ಹೈಕೋರ್ಟ್ ನ್ಯಾಯಮೂರ್ತಿ ಎಸ್.ಆರ್.ಕೃಷ್ಣಕುಮಾರ್ ಅವರಿದ್ದ ಏಕಸದಸ್ಯ ಪೀಠ ಈ ಆದೇಶ ಹೊರಡಿಸಿದೆ.	[28, 588, 198, 648]
person	[552, 468, 582, 556]
headline: ಮೋದಿ ದೇಶದ ಭವಿಷ್ಯ: ವಿ.ಸೋಮಣ್ಣ	[582, 704, 780, 723]
stampede-aftermath-photo	[28, 458, 198, 584]
issue-date: 13 ಜೂನ್ 2025	[52, 57, 126, 70]
story-prayag	[752, 1280, 918, 1440]
subhead-body: ಚಿಂತಕ ಚಕ್ರವರ್ತಿ ಸೂಲಿಬೆಲೆ ಏನು ಭಯೋತ್ಪಾದಕರಾ?, ಕೊಲೆಗಡುಕರಾ? ಅವರ ವಿರುದ್ಧ ಕೇಸ್ ಹಾಕಿ ಅವರನ್ನು ಏನು ಮಾಡಬೇಕೆಂದ್ರಿ ಎಂದು ಛಲವಾದಿ ನಾರಾಯಣಸ್ವಾಮಿ ರಾಜ್ಯ ಸರ್ಕಾರವನ್ನು ಪ್ರಶ್ನಿಸಿದರು. ನಿತ್ಯ ದೇಶಭಕ್ತಿ, ಹಿಂದುತ್ವದ ಬಗ್ಗೆ ಮಾತನಾಡುವ ಸೂಲಿಬೆಲೆ ವಿರುದ್ಧ ಕೇಸ್ ಹಾಕುವ ಮೂಲಕ ಸರ್ಕಾರ ತನ್ನ ದ್ವೇಷ ರಾಜಕಾರಣ ಪ್ರದರ್ಶಿಸಿದೆ. ಕೂಡಲೇ ಕೇಸ್ ವಾಪಸ್ ಪಡೆಯಬೇಕು ಎಂದು ಆಗ್ರಹಿಸಿದರು.	[30, 293, 274, 327]
emblem	[324, 1354, 406, 1436]
kiru-suddi-column	[28, 372, 198, 1142]
headline-line2: ಕುಂಭದಲ್ಲಿ ಸೇವಾ ಕಾರ್ಯ	[766, 1299, 857, 1312]
story-covid	[752, 1152, 918, 1274]
kicker-b: ಆರೋಗ್ಯ ಭಾರತಿಯಿಂದ ಜಾಗೃತಿ	[253, 1154, 385, 1169]
registration-marks-left	[94, 1442, 130, 1461]
kota-portrait	[206, 786, 286, 874]
vegetation-right	[545, 166, 665, 256]
reg-dot-black	[94, 1450, 101, 1457]
story-kallutulita-ganati	[28, 95, 276, 357]
story-totapuri	[764, 374, 918, 690]
story-body: ಬೆಂಗಳೂರು: ಕೇಂದ್ರದ ಶ್ರೀಮಠದ ಆನೆ ಸಾಗಣೆ ಹಾಗೂ ವನ್ಯಜೀವಿಗಳ ಸಂರಕ್ಷಣೆ ಸಂಬಂಧ ಅರಣ್ಯ ಸಚಿವ ಈಶ್ವರ ಖಂಡ್ರೆ ಅವರಿಗೆ ಮಠಾಧೀಶರು ಮನವಿ ಸಲ್ಲಿಸಿದರು. ಶ್ರೀಮಠಕ್ಕೆ ಆನೆ ನೀಡುವಂತೆ ಹಾಗೂ ಅದರ ಪೋಷಣೆಗೆ ಅಗತ್ಯ ಅನುಮತಿ ನೀಡಬೇಕು ಎಂದು ಕೋರಿದರು. ಮಠದಲ್ಲಿ ಈ ಹಿಂದೆ ಆನೆಯೊಂದು ಇದ್ದು ಅದು ಮೃತಪಟ್ಟ ನಂತರ ಹೊಸ ಆನೆ ನೀಡಲು ಮನವಿ ಸಲ್ಲಿಸಲಾಗಿತ್ತು. ಸಚಿವರು ಮನವಿಗೆ ಸಕಾರಾತ್ಮಕವಾಗಿ ಸ್ಪಂದಿಸಿದ್ದು ಶೀಘ್ರ ಕ್ರಮ ಕೈಗೊಳ್ಳುವುದಾಗಿ ಭರವಸೆ ನೀಡಿದರು.	[534, 964, 754, 1007]
portrait-shoulders	[677, 317, 719, 343]
story-body: ಬೆಂಗಳೂರು: ಚಾಣಕ್ಯ ವಿಶ್ವವಿದ್ಯಾಲಯ ನವೀನ ಆವಿಷ್ಕಾರ ಹಾಗೂ ಸಂಶೋಧನೆಯಲ್ಲಿ ಮುಂಚೂಣಿಯಲ್ಲಿದೆ ಎಂದು ಇಸ್ರೋ ಮಾಜಿ ಅಧ್ಯಕ್ಷ ಡಾ. ಎಸ್. ಸೋಮನಾಥ್ ಹೇಳಿದರು. ನಗರದ ವಿಶ್ವವಿದ್ಯಾಲಯದಲ್ಲಿ ಕುಲಾಧಿಪತಿಯಾಗಿ ಅಧಿಕಾರ ಸ್ವೀಕರಿಸಿ ಮಾತನಾಡಿದ ಅವರು, ಜಗತ್ತಿನ ಅತ್ಯುತ್ತಮ ವಿಶ್ವವಿದ್ಯಾಲಯವಾಗಿ ಬೆಳೆಯುವ ಸಾಮರ್ಥ್ಯ ಇದಕ್ಕಿದೆ. ಭಾರತೀಯ ಜ್ಞಾನ ಪರಂಪರೆ ಮತ್ತು ಆಧುನಿಕ ವಿಜ್ಞಾನದ ಸಮನ್ವಯ ಇಲ್ಲಿ ಸಾಧ್ಯವಾಗುತ್ತಿದೆ. ವಿದ್ಯಾರ್ಥಿಗಳು ಸಂಶೋಧನೆಯಲ್ಲಿ ತೊಡಗಿಸಿಕೊಳ್ಳಲು ಅಗತ್ಯ ಸೌಕರ್ಯಗಳನ್ನು ಕಲ್ಪಿಸಲಾಗಿದೆ. ಹೊಸ ತಂತ್ರಜ್ಞಾನ, ಕೃತಕ ಬುದ್ಧಿಮತ್ತೆ, ಬಾಹ್ಯಾಕಾಶ ವಿಜ್ಞಾನ ಕ್ಷೇತ್ರದಲ್ಲಿ ವಿವಿ ಮಹತ್ವದ ಕೊಡುಗೆ ನೀಡಲಿದೆ ಎಂದರು.	[206, 450, 342, 544]
saffron-shawl	[216, 844, 276, 856]
reg-dot-cyan	[601, 1450, 608, 1457]
board-row	[351, 621, 603, 643]
person	[872, 772, 896, 804]
backdrop-banner	[764, 734, 910, 764]
photo-tag	[503, 94, 557, 118]
column-rule	[746, 1150, 747, 1440]
crowd-silhouettes	[28, 458, 198, 492]
board-member-left: ಕ್ರಿಸ್ ಗೋಪಾಲಕೃಷ್ಣನ್, ಆಕ್ಸಿಲರ್ ವೆಂಚರ್ಸ್‌ನ ಅಧ್ಯಕ್ಷ, ಇನ್ಫೋಸಿಸ್	[351, 667, 475, 689]
kiru-label: ಕಿರು	[77, 383, 97, 401]
headline: ಕೋವಿಡ್ ಸಂಕಷ್ಟದಲ್ಲಿ ನೆರವು	[766, 1156, 863, 1168]
section-rule	[28, 366, 918, 368]
quote-attribution: ಕೋಟಾ ಶ್ರೀನಿವಾಸ ಪೂಜಾರಿ, ಸಂಸದ	[407, 800, 489, 808]
kicker-divider: |	[244, 1154, 254, 1169]
column-rule	[201, 372, 202, 1142]
headline-bar	[752, 1280, 918, 1316]
board-member-left: ಪ್ರಶಸ್ತಿ ಪುರಸ್ಕೃತ ಶಿಕ್ಷಣ ತಜ್ಞ ಹಾಗೂ ಕೈಗಾರಿಕೆ ಮತ್ತು ಸಾಮಾಜಿಕ ಅಧ್ಯಯನ	[351, 598, 475, 620]
board-member-left: ಪ್ರೊ. ಎಂ.ಕೆ. ಶ್ರೀಧರ್, ಪ್ರವರ್ತಕ	[351, 575, 475, 597]
brand-block	[690, 28, 915, 90]
issue-day: ಶುಕ್ರವಾರ	[52, 42, 84, 55]
kharge-portrait	[674, 283, 722, 343]
person	[854, 1010, 910, 1140]
pull-quote: ವಿಮಾನ ಹಾರಿದ ಕೆಲವೇ ಕ್ಷಣಗಳಲ್ಲಿ ಪತನವಾಗಿದೆ. ಇದರಲ್ಲಿ ತಾಂತ್ರಿಕ ದೋಷ ಕಾರಣವೋ, ಪೈಲಟ್ ಕಾರಣವೋ, ಅಥವಾ ಬೇರೆ ಏನೋ ಇದ್ದರೂ ನಿಷ್ಪಕ್ಷಪಾತ ತನಿಖೆಯಾಗಬೇಕು. ಮುಖ್ಯ ನ್ಯಾಯಮೂರ್ತಿ ನೇತೃತ್ವದಲ್ಲಿ ತನಿಖೆ ನಡೆಸಬೇಕು.	[756, 283, 913, 308]
stats-list	[392, 1228, 560, 1336]
person	[434, 464, 468, 556]
